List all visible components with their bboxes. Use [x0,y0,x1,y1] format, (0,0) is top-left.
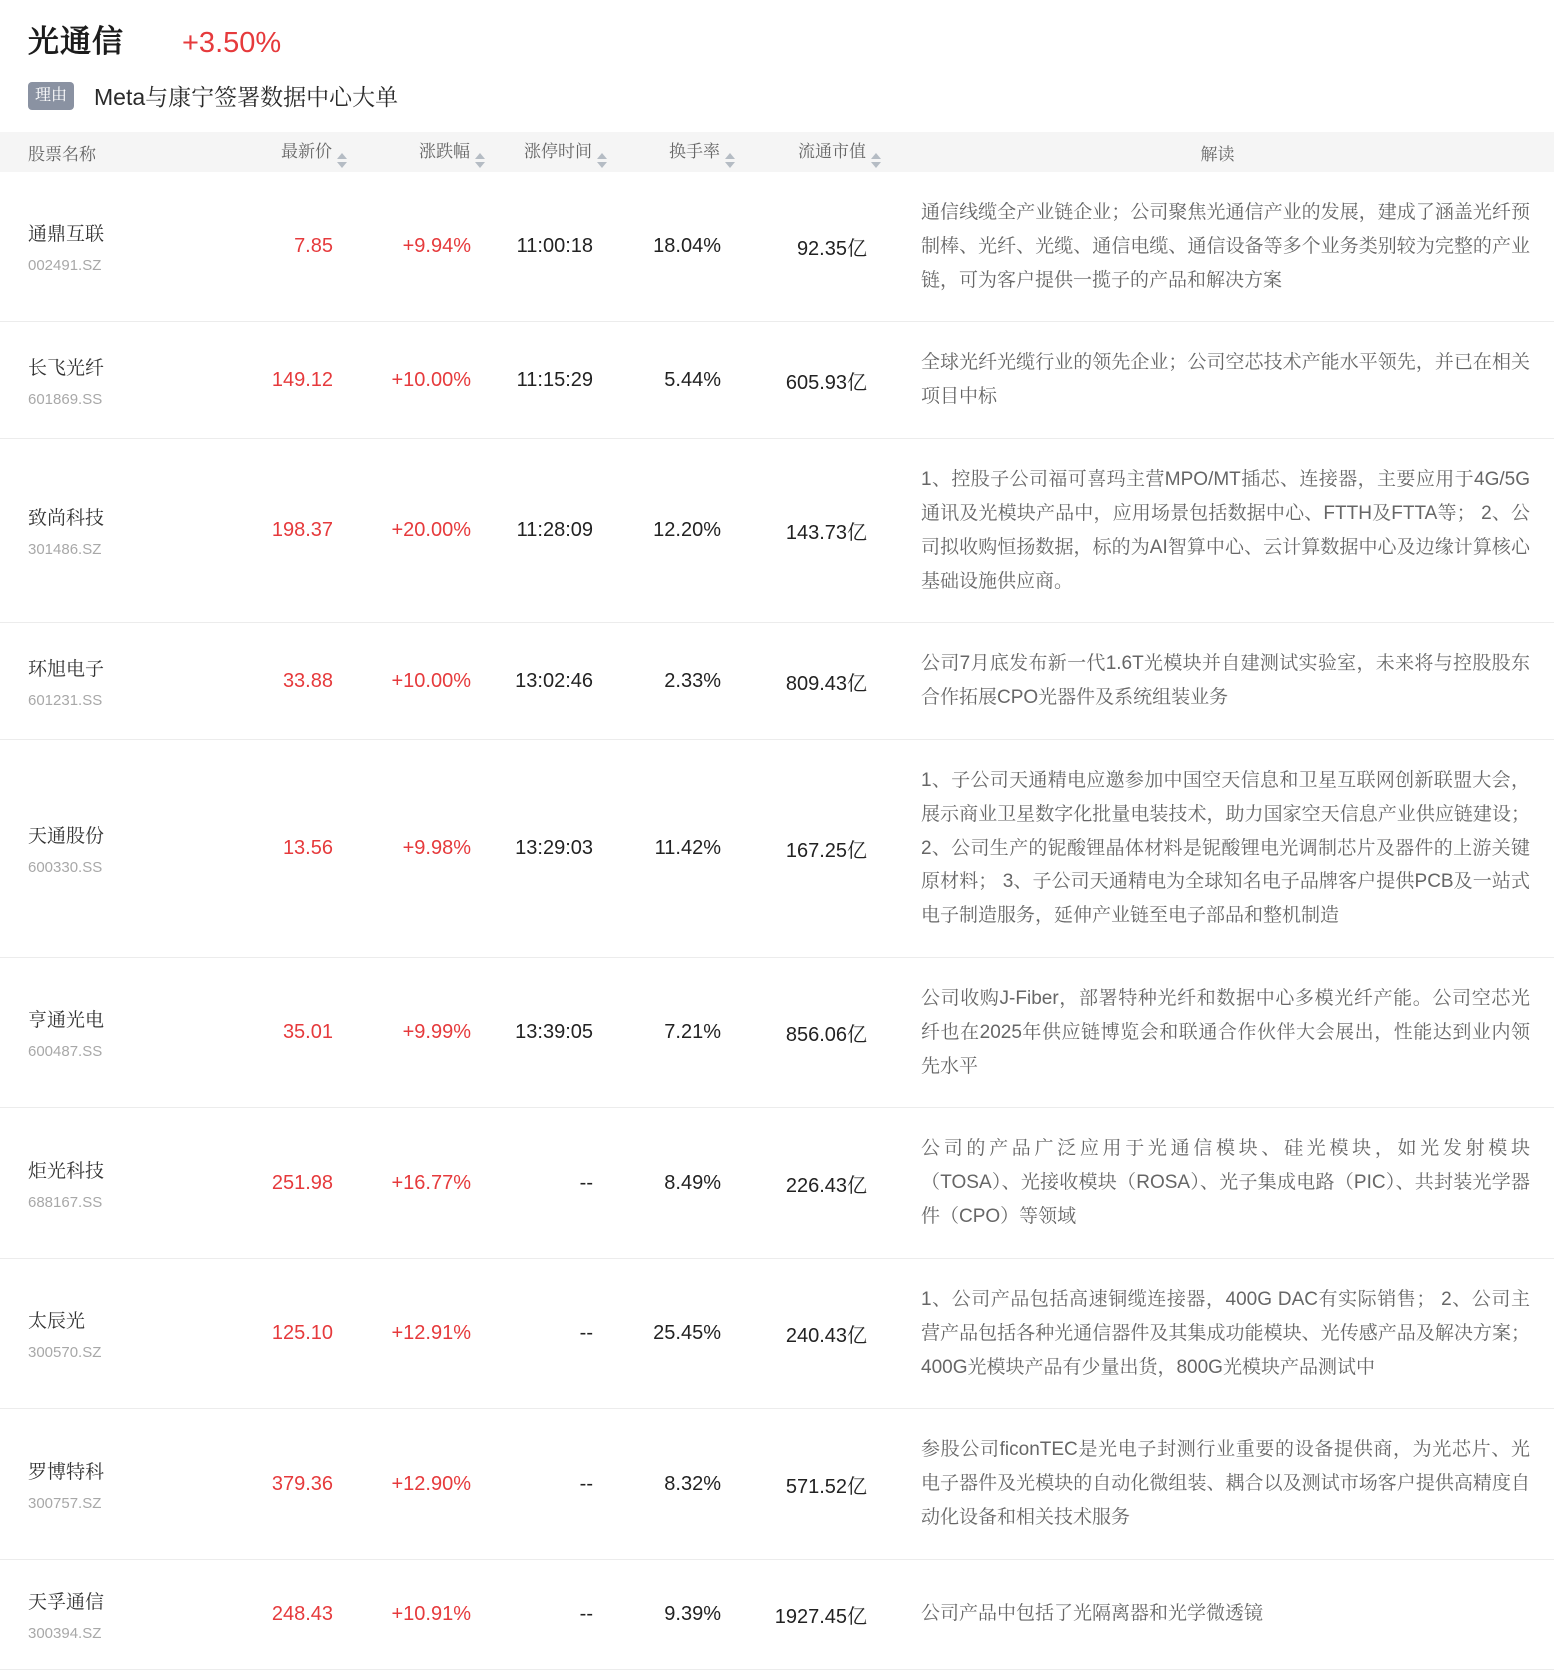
column-label: 涨停时间 [524,141,592,161]
interpretation: 通信线缆全产业链企业；公司聚焦光通信产业的发展，建成了涵盖光纤预制棒、光纤、光缆、通信电缆、通信设备等多个业务类别较为完整的产业链，可为客户提供一揽子的产品和解决方案 [921,202,1530,291]
stock-name-cell [0,322,255,439]
stock-name-cell [0,623,255,740]
table-row[interactable] [0,172,1554,322]
column-label: 股票名称 [28,144,96,164]
stock-code: 688167.SS [28,1193,103,1211]
interpretation: 公司收购J-Fiber，部署特种光纤和数据中心多模光纤产能。公司空芯光纤也在2025年供应链博览会和联通合作伙伴大会展出，性能达到业内领先水平 [921,988,1530,1077]
stock-code: 300570.SZ [28,1344,102,1362]
reason-badge: 理由 [28,82,74,110]
latest-price: 13.56 [282,836,333,859]
stock-name: 天孚通信 [28,1591,105,1613]
latest-price: 33.88 [282,669,333,692]
stock-name-cell [0,958,255,1108]
limit-up-time: -- [579,1171,593,1194]
sector-change-percent: +3.50% [182,27,282,59]
sort-icon [871,153,881,168]
column-header-name [0,132,255,172]
stock-table [0,132,1554,1670]
interpretation: 1、子公司天通精电应邀参加中国空天信息和卫星互联网创新联盟大会，展示商业卫星数字化批量电装技术，助力国家空天信息产业供应链建设； 2、公司生产的铌酸锂晶体材料是铌酸锂电光调制芯片及器件的上游关键原材料； 3、子公司天通精电为全球知名电子品牌客户提供PCB及一站式电子制造服务，延伸产业链至电子部品和整机制造 [921,769,1530,927]
latest-price: 7.85 [294,235,333,258]
float-market-cap: 809.43亿 [785,672,867,695]
limit-up-time: -- [579,1472,593,1495]
stock-name: 通鼎互联 [28,224,105,246]
turnover-rate: 5.44% [664,368,721,391]
column-label: 换手率 [669,141,720,161]
interpretation: 公司的产品广泛应用于光通信模块、硅光模块，如光发射模块（TOSA）、光接收模块（ROSA）、光子集成电路（PIC）、共封装光学器件（CPO）等领域 [921,1138,1530,1228]
turnover-rate: 11.42% [654,836,721,859]
table-row[interactable] [0,958,1554,1108]
stock-name: 亨通光电 [28,1010,105,1032]
turnover-rate: 8.32% [664,1472,721,1495]
stock-name-cell [0,1108,255,1258]
table-row[interactable] [0,1258,1554,1408]
turnover-rate: 18.04% [653,235,721,258]
sector-title: 光通信 [28,24,124,59]
latest-price: 35.01 [282,1021,333,1044]
stock-name-cell [0,739,255,957]
stock-code: 601231.SS [28,691,103,709]
sort-icon [597,153,607,168]
stock-name-cell [0,1258,255,1408]
float-market-cap: 92.35亿 [796,238,867,261]
limit-up-time: 13:29:03 [515,836,593,859]
column-header-turnover[interactable] [607,132,735,172]
column-header-time[interactable] [485,132,607,172]
turnover-rate: 9.39% [664,1602,721,1625]
table-row[interactable] [0,1108,1554,1258]
change-percent: +12.91% [391,1322,471,1345]
interpretation: 公司7月底发布新一代1.6T光模块并自建测试实验室，未来将与控股股东合作拓展CPO光器件及系统组装业务 [921,653,1530,709]
column-header-interp [881,132,1554,172]
limit-up-time: -- [579,1602,593,1625]
interpretation: 1、公司产品包括高速铜缆连接器，400G DAC有实际销售； 2、公司主营产品包括各种光通信器件及其集成功能模块、光传感产品及解决方案；400G光模块产品有少量出货，800G光模块产品测试中 [921,1288,1530,1378]
reason-text: Meta与康宁签署数据中心大单 [94,84,399,110]
stock-code: 300394.SZ [28,1624,102,1642]
stock-code: 600487.SS [28,1043,103,1061]
reason-row [28,79,1554,112]
turnover-rate: 8.49% [664,1171,721,1194]
table-row[interactable] [0,1559,1554,1669]
column-label: 流通市值 [798,141,866,161]
float-market-cap: 240.43亿 [785,1325,867,1348]
limit-up-time: 11:15:29 [516,368,593,391]
stock-name-cell [0,172,255,322]
float-market-cap: 856.06亿 [785,1024,867,1047]
latest-price: 198.37 [271,519,333,542]
column-label: 涨跌幅 [419,141,470,161]
latest-price: 251.98 [271,1171,333,1194]
change-percent: +12.90% [391,1472,471,1495]
stock-name-cell [0,439,255,623]
change-percent: +16.77% [391,1171,471,1194]
stock-name-cell [0,1559,255,1669]
column-header-change[interactable] [347,132,485,172]
float-market-cap: 605.93亿 [785,371,867,394]
limit-up-time: 13:39:05 [515,1021,593,1044]
table-row[interactable] [0,1409,1554,1559]
column-header-price[interactable] [255,132,347,172]
column-label: 解读 [1200,144,1235,164]
change-percent: +10.00% [391,669,471,692]
table-row[interactable] [0,439,1554,623]
stock-name: 天通股份 [28,825,105,847]
latest-price: 248.43 [271,1602,333,1625]
float-market-cap: 167.25亿 [785,839,867,862]
stock-name: 炬光科技 [28,1160,105,1182]
change-percent: +10.00% [391,368,471,391]
stock-code: 601869.SS [28,390,103,408]
interpretation: 公司产品中包括了光隔离器和光学微透镜 [921,1603,1264,1625]
sort-icon [475,153,485,168]
change-percent: +20.00% [391,519,471,542]
table-row[interactable] [0,739,1554,957]
table-header-row [0,132,1554,172]
stock-name: 长飞光纤 [28,357,105,379]
stock-name: 太辰光 [28,1311,86,1333]
turnover-rate: 2.33% [664,669,721,692]
change-percent: +9.99% [402,1021,471,1044]
sort-icon [337,153,347,168]
change-percent: +9.98% [402,836,471,859]
limit-up-time: 11:28:09 [516,519,593,542]
column-label: 最新价 [281,141,332,161]
stock-name-cell [0,1409,255,1559]
float-market-cap: 571.52亿 [785,1475,867,1498]
latest-price: 379.36 [271,1472,333,1495]
turnover-rate: 12.20% [653,519,721,542]
change-percent: +10.91% [391,1602,471,1625]
interpretation: 1、控股子公司福可喜玛主营MPO/MT插芯、连接器，主要应用于4G/5G通讯及光模块产品中，应用场景包括数据中心、FTTH及FTTA等； 2、公司拟收购恒扬数据，标的为AI智算中心、云计算数据中心及边缘计算核心基础设施供应商。 [921,469,1530,592]
stock-code: 301486.SZ [28,541,102,559]
float-market-cap: 143.73亿 [785,522,867,545]
stock-table-head [0,132,1554,172]
page-header [0,0,1554,112]
turnover-rate: 25.45% [653,1322,721,1345]
stock-code: 002491.SZ [28,257,102,275]
table-row[interactable] [0,623,1554,740]
latest-price: 149.12 [271,368,333,391]
stock-name: 环旭电子 [28,658,105,680]
interpretation: 参股公司ficonTEC是光电子封测行业重要的设备提供商，为光芯片、光电子器件及光模块的自动化微组装、耦合以及测试市场客户提供高精度自动化设备和相关技术服务 [921,1439,1530,1528]
stock-code: 300757.SZ [28,1494,102,1512]
stock-code: 600330.SS [28,858,103,876]
limit-up-time: 13:02:46 [515,669,593,692]
column-header-mktcap[interactable] [735,132,881,172]
sort-icon [725,153,735,168]
stock-table-body [0,172,1554,1669]
table-row[interactable] [0,322,1554,439]
limit-up-time: 11:00:18 [516,235,593,258]
turnover-rate: 7.21% [664,1021,721,1044]
stock-name: 致尚科技 [28,508,105,530]
change-percent: +9.94% [402,235,471,258]
stock-name: 罗博特科 [28,1461,105,1483]
float-market-cap: 1927.45亿 [774,1605,867,1628]
interpretation: 全球光纤光缆行业的领先企业；公司空芯技术产能水平领先，并已在相关项目中标 [921,352,1530,408]
title-row [28,16,1554,61]
float-market-cap: 226.43亿 [785,1174,867,1197]
latest-price: 125.10 [271,1322,333,1345]
limit-up-time: -- [579,1322,593,1345]
